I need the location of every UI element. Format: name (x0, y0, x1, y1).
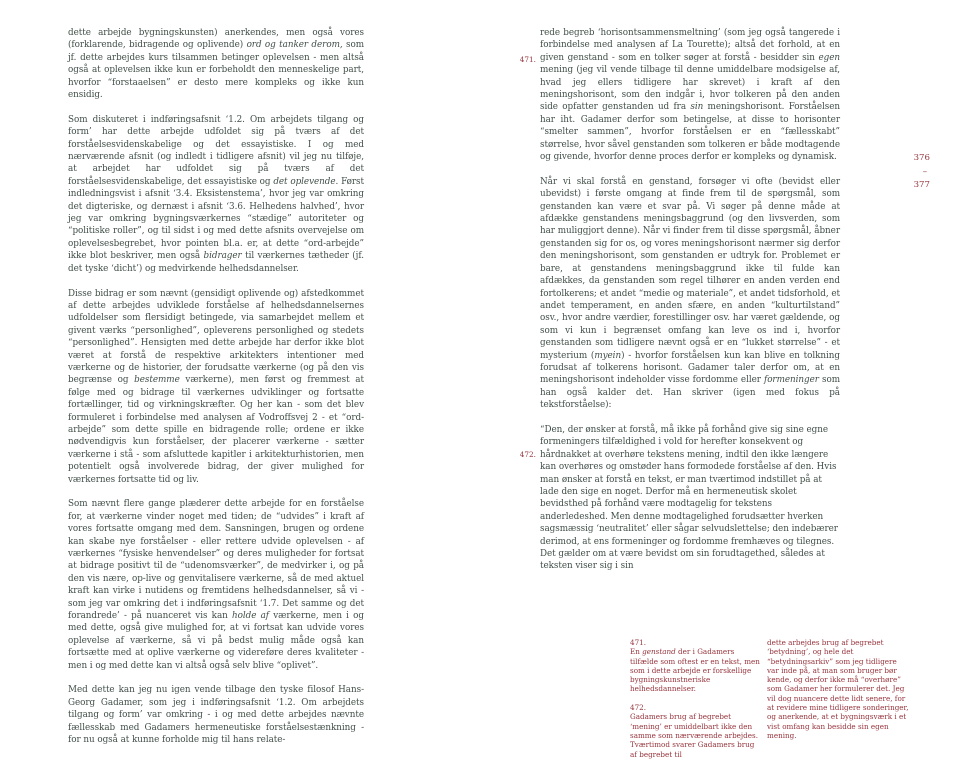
margin-note-marker-472: 472. (519, 450, 536, 459)
footnote-number-471: 471. (630, 638, 647, 647)
footnote-text-472-continued: dette arbejdes brug af begrebet ‘betydning’, og hele det “betydningsarkiv” som jeg tidligere var inde på, at man som bruger bør kende, og derfor ikke må “overhøre” som Gadamer her formulerer det. Jeg vil dog nuancere dette lidt senere, for at revidere mine tidligere sonderinger, og anerkende, at et bygningsværk i et vist omfang kan besidde sin egen mening. (767, 638, 909, 740)
margin-note-marker-471: 471. (519, 55, 536, 64)
body-paragraph: rede begreb ‘horisontsammensmeltning’ (som jeg også tangerede i forbindelse med analysen af La Tourette); altså det forhold, at en given genstand - som en tolker søger at forstå - besidder sin egen mening (jeg vil vende tilbage til denne umiddelbare modsigelse af, hvad jeg ellers tidligere har skrevet) i kraft af den meningshorisont, som den indgår i, hvor tolkeren på den anden side opfatter genstanden ud fra sin meningshorisont. Forståelsen har iht. Gadamer derfor som betingelse, at disse to horisonter “smelter sammen”, hvorfor forståelsen er en “fællesskabt” størrelse, hvor såvel genstanden som tolkeren er både modtagende og givende, hvorfor denne proces derfor er kompleks og dynamisk. (540, 28, 840, 163)
footnote-number-472: 472. (630, 703, 647, 713)
footnotes-column-2 (767, 638, 909, 740)
page-number-separator: – (922, 166, 926, 177)
body-paragraph: dette arbejde bygningskunsten) anerkendes, men også vores (forklarende, bidragende og oplivende) ord og tanker derom, som jf. dette arbejdes kurs tilsammen betinger oplevelsen - men altså også at oplevelsen ikke kun er forbeholdt den menneskelige part, hvorfor “forstaaelsen” er desto mere kompleks og ikke kun ensidig. (68, 28, 364, 101)
body-paragraph: Som diskuteret i indføringsafsnit ‘1.2. Om arbejdets tilgang og form’ har dette arbejde udfoldet sig på tværs af det forståelsesvidenskabelige og det essayistiske. I og med nærværende afsnit (og indledt i tidligere afsnit) vil jeg nu tilføje, at arbejdet har udfoldet sig på tværs af det forståelsesvidenskabelige, det essayistiske og det oplevende. Først indledningsvist i afsnit ‘3.4. Eksistenstema’, hvor jeg var omkring det digteriske, og dernæst i afsnit ‘3.6. Helhedens halvhed’, hvor jeg var omkring bygningsværkernes “stædige” autoriteter og “politiske roller”, og til sidst i og med dette afsnits overvejelse om oplevelsesbegrebet, hvor pointen bl.a. er, at dette “ord-arbejde” ikke blot beskriver, men også bidrager til værkernes tætheder (jf. det tyske ‘dicht’) og medvirkende helhedsdannelser. (68, 114, 364, 274)
left-page-text-column (68, 27, 364, 759)
footnote-text-472: Gadamers brug af begrebet ‘mening’ er umiddelbart ikke den samme som nærværende arbejdes. Tværtimod svarer Gadamers brug af begrebet til (630, 712, 758, 759)
body-paragraph: Som nævnt flere gange plæderer dette arbejde for en forståelse for, at værkerne vinder noget med tiden; de “udvides” i kraft af vores fortsatte omgang med dem. Sansningen, brugen og ordene kan skabe nye forståelser - eller rettere udvide oplevelsen - af værkernes “fysiske henvendelser” og deres muligheder for fortsat at bidrage positivt til de “udenomsværker”, de medvirker i, og på den vis nære, op-live og genvitalisere værkerne, så de med aktuel kraft kan virke i nutidens og fremtidens helhedsdannelser, så vi - som jeg var omkring det i indføringsafsnit ‘1.7. Det samme og det forandrede’ - på nuanceret vis kan holde af værkerne, men i og med dette, også give mulighed for, at vi fortsat kan udvide vores oplevelse af værkerne, så vi på bedst mulig måde også kan fortsætte med at oplive værkerne og videreføre deres kvaliteter - men i og med dette kan vi altså også selv blive “oplivet”. (68, 499, 364, 671)
page-number-block (898, 152, 930, 193)
body-paragraph: Med dette kan jeg nu igen vende tilbage den tyske filosof Hans-Georg Gadamer, som jeg i indføringsafsnit ‘1.2. Om arbejdets tilgang og form’ var omkring - i og med dette arbejdes nævnte fællesskab med Gadamers hermeneutiske forståelsestænkning - for nu også at kunne forholde mig til hans relate- (68, 685, 364, 746)
body-paragraph: Når vi skal forstå en genstand, forsøger vi ofte (bevidst eller ubevidst) i første omgang at finde frem til de spørgsmål, som genstanden kan være et svar på. Vi søger på denne måde at afdække genstandens meningsbaggrund (og den livsverden, som har muliggjort denne). Når vi finder frem til disse spørgsmål, åbner genstanden sig for os, og vores meningshorisont nærmer sig derfor den meningshorisont, som genstanden er udtryk for. Problemet er bare, at genstandens meningsbaggrund ikke til fulde kan afdækkes, da genstanden som regel tilhører en anden verden end fortolkerens; et andet “medie og materiale”, et andet tidsforhold, et andet temperament, en anden sfære, en anden “kulturtilstand” osv., hvor andre værdier, forestillinger osv. har været gældende, og som vi kun i begrænset omfang kan leve os ind i, hvorfor genstanden som tidligere nævnt også er en “lukket størrelse” - et mysterium (myein) - hvorfor forståelsen kun kan blive en tolkning forudsat af tolkerens horisont. Gadamer taler derfor om, at en meningshorisont indeholder visse fordomme eller formeninger som han også kalder det. Han skriver (igen med fokus på tekstforståelse): (540, 176, 841, 411)
right-page-text-column (540, 27, 840, 573)
footnotes-column-1 (630, 638, 763, 759)
block-quote: “Den, der ønsker at forstå, må ikke på forhånd give sig sine egne formeningers tilfældighed i vold for herefter konsekvent og hårdnakket at overhøre tekstens mening, indtil den ikke længere kan overhøres og omstøder hans formodede forståelse af den. Hvis man ønsker at forstå en tekst, er man tværtimod indstillet på at lade den sige en noget. Derfor må en hermeneutisk skolet bevidsthed på forhånd være modtagelig for tekstens anderledeshed. Men denne modtagelighed forudsætter hverken sagsmæssig ‘neutralitet’ eller sågar selvudslettelse; den indebærer derimod, at ens formeninger og fordomme fremhæves og tilegnes. Det gælder om at være bevidst om sin forudtagethed, således at teksten viser sig i sin (540, 424, 838, 572)
body-paragraph: Disse bidrag er som nævnt (gensidigt oplivende og) afstedkommet af dette arbejdes udviklede forståelse af helhedsdannelsernes udfoldelser som flersidigt betingede, via samarbejdet mellem et givent værks “personlighed”, opleverens personlighed og stedets “personlighed”. Hensigten med dette arbejde har derfor ikke blot været at forstå de respektive arkitekters intentioner med værkerne og de historier, der forudsatte værkerne (og på den vis begrænse og bestemme værkerne), men først og fremmest at følge med og bidrage til værkernes udviklinger og fortsatte fortællinger, tid og virkningskræfter. Og her kan - som det blev formuleret i forbindelse med analysen af Vodroffsvej 2 - et “ord-arbejde” som dette spille en bidragende rolle; ordene er ikke nødvendigvis kun forståelser, der placerer værkerne - sætter værkerne i stå - som afsluttede kapitler i arkitekturhistorien, men potentielt også involverede bidrag, der giver mulighed for værkernes fortsatte tid og liv. (68, 288, 364, 485)
footnote-text-471: En genstand der i Gadamers tilfælde som oftest er en tekst, men som i dette arbejde er forskellige bygningskunstneriske helhedsdannelser. (630, 647, 760, 694)
page-number-left: 376 (913, 153, 930, 163)
page-number-right: 377 (913, 180, 930, 190)
